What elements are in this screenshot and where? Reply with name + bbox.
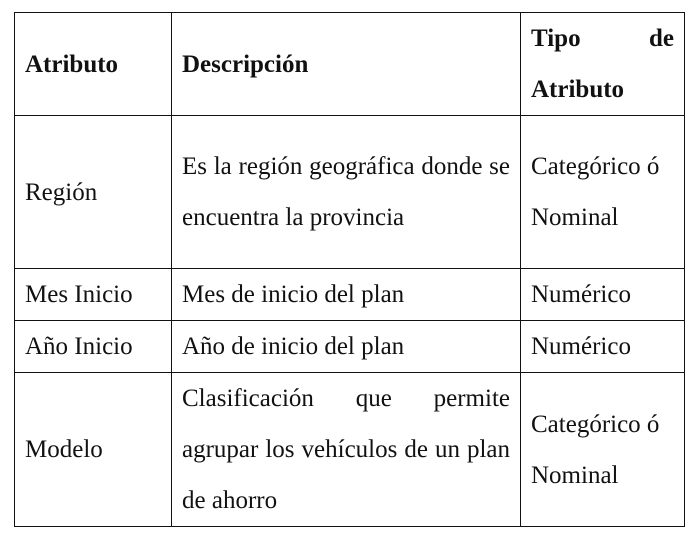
cell-descripcion: Es la región geográfica donde se encuentra la provincia: [172, 116, 521, 269]
cell-tipo: Numérico: [521, 269, 685, 321]
cell-descripcion: Clasificación que permite agrupar los vehículos de un plan de ahorro: [172, 373, 521, 527]
cell-atributo: Mes Inicio: [15, 269, 172, 321]
table-row: [15, 116, 685, 269]
cell-tipo: Numérico: [521, 321, 685, 373]
cell-tipo: Categórico ó Nominal: [521, 116, 685, 269]
table-row: [15, 373, 685, 527]
cell-atributo: Modelo: [15, 373, 172, 527]
cell-tipo: Categórico ó Nominal: [521, 373, 685, 527]
header-descripcion: Descripción: [172, 13, 521, 116]
cell-descripcion: Año de inicio del plan: [172, 321, 521, 373]
cell-descripcion: Mes de inicio del plan: [172, 269, 521, 321]
table-row: [15, 321, 685, 373]
cell-atributo: Año Inicio: [15, 321, 172, 373]
header-tipo: Tipo de Atributo: [521, 13, 685, 116]
header-atributo: Atributo: [15, 13, 172, 116]
table-header-row: [15, 13, 685, 116]
attribute-table: [14, 12, 685, 527]
table-row: [15, 269, 685, 321]
cell-atributo: Región: [15, 116, 172, 269]
